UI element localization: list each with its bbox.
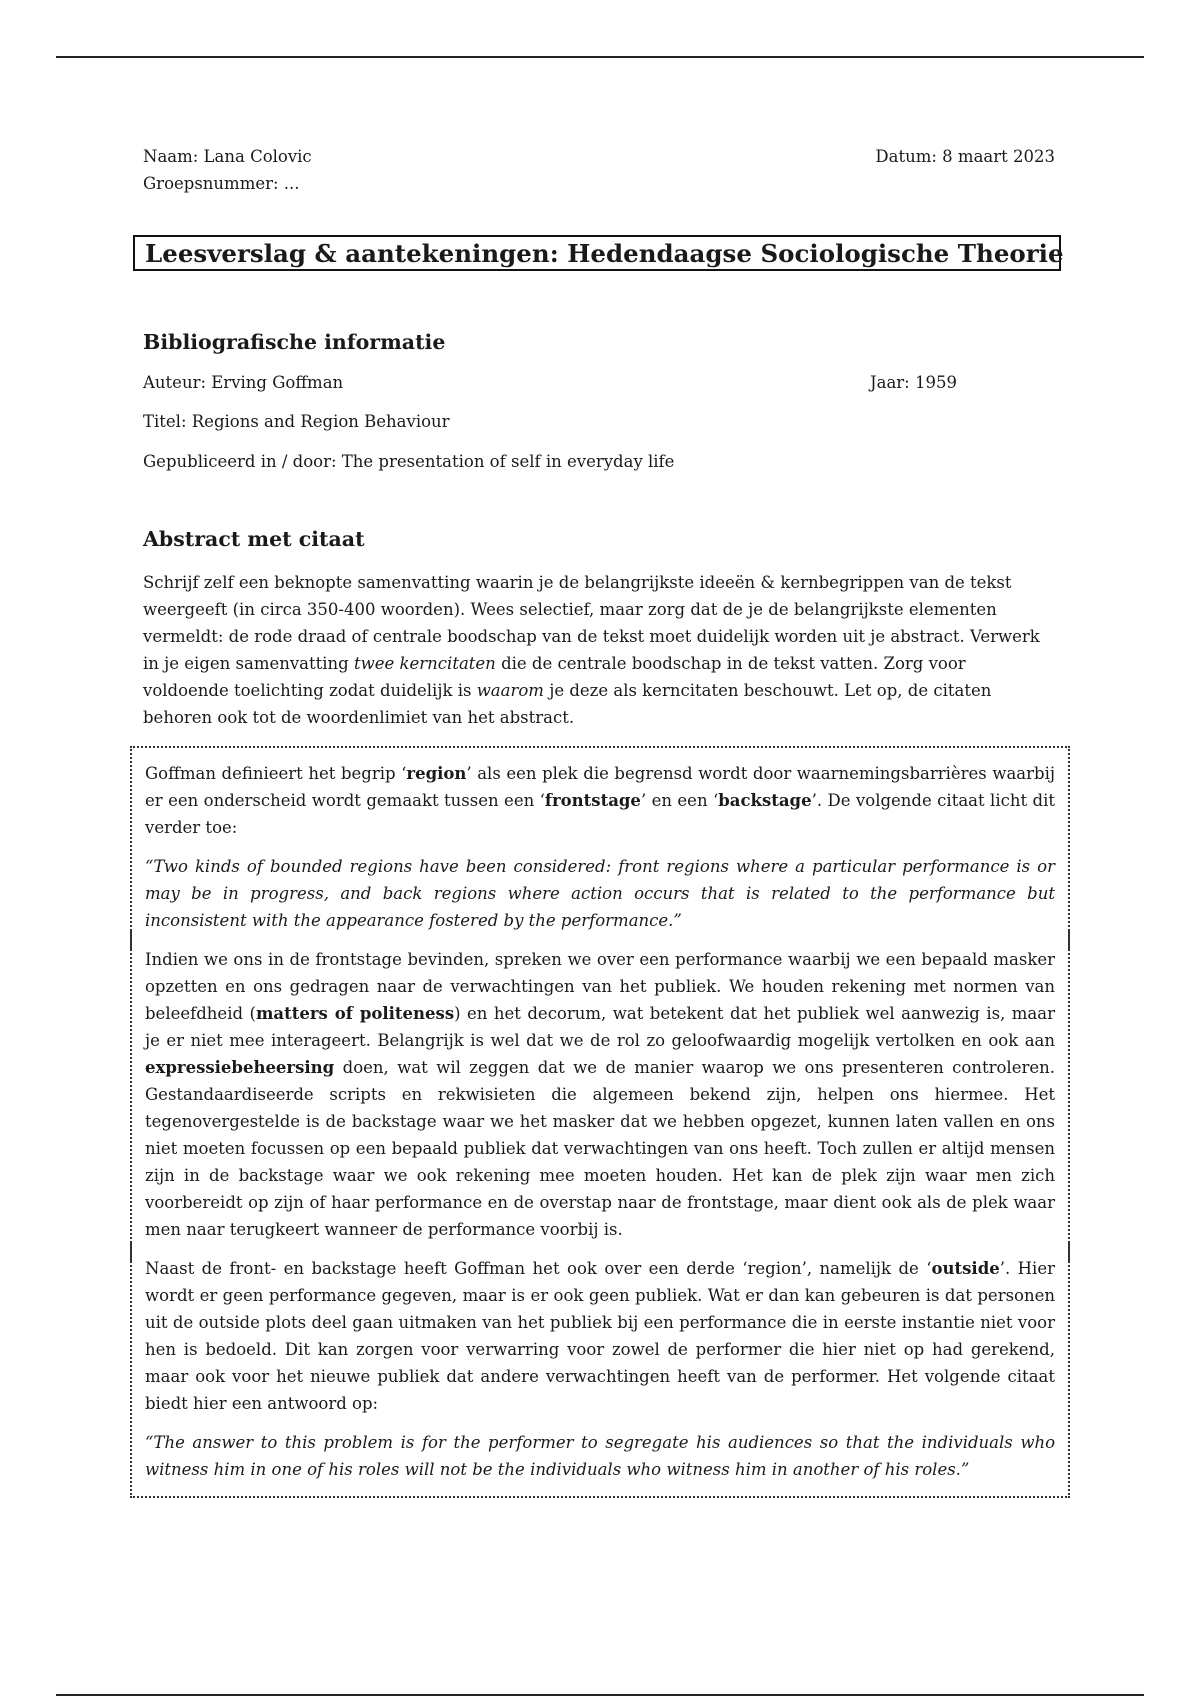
student-name: Naam: Lana Colovic <box>143 147 312 166</box>
quote-2: “The answer to this problem is for the performer to segregate his audiences so that the individuals who witness him in one of his roles will not be the individuals who witness him in another of his roles.” <box>145 1433 1055 1479</box>
abstract-box <box>130 746 1070 1498</box>
abstract-instructions: Schrijf zelf een beknopte samenvatting waarin je de belangrijkste ideeën & kernbegrippen van de tekst weergeeft (in circa 350-400 woorden). Wees selectief, maar zorg dat de je de belangrijkste elementen vermeldt: de rode draad of centrale boodschap van de tekst moet duidelijk worden uit je abstract. Verwerk in je eigen samenvatting twee kerncitaten die de centrale boodschap in de tekst vatten. Zorg voor voldoende toelichting zodat duidelijk is waarom je deze als kerncitaten beschouwt. Let op, de citaten behoren ook tot de woordenlimiet van het abstract. <box>143 573 1040 727</box>
student-info <box>143 143 312 197</box>
box-edge-mark <box>1068 1242 1070 1262</box>
box-edge-mark <box>1068 930 1070 950</box>
abstract-paragraph-2: Indien we ons in de frontstage bevinden, spreken we over een performance waarbij we een bepaald masker opzetten en ons gedragen naar de verwachtingen van het publiek. We houden rekening met normen van beleefdheid (matters of politeness) en het decorum, wat betekent dat het publiek wel aanwezig is, maar je er niet mee interageert. Belangrijk is wel dat we de rol zo geloofwaardig mogelijk vertolken en ook aan expressiebeheersing doen, wat wil zeggen dat we de manier waarop we ons presenteren controleren. Gestandaardiseerde scripts en rekwisieten die algemeen bekend zijn, helpen ons hiermee. Het tegenovergestelde is de backstage waar we het masker dat we hebben opgezet, kunnen laten vallen en ons niet moeten focussen op een bepaald publiek dat verwachtingen van ons heeft. Toch zullen er altijd mensen zijn in de backstage waar we ook rekening mee moeten houden. Het kan de plek zijn waar men zich voorbereidt op zijn of haar performance en de overstap naar de frontstage, maar dient ook als de plek waar men naar terugkeert wanneer de performance voorbij is. <box>145 950 1055 1239</box>
bib-author: Auteur: Erving Goffman <box>143 373 344 392</box>
abstract-paragraph-3: Naast de front- en backstage heeft Goffman het ook over een derde ‘region’, namelijk de ‘outside’. Hier wordt er geen performance gegeven, maar is er ook geen publiek. Wat er dan kan gebeuren is dat personen uit de outside plots deel gaan uitmaken van het publiek bij een performance die in eerste instantie niet voor hen is bedoeld. Dit kan zorgen voor verwarring voor zowel de performer die hier niet op had gerekend, maar ook voor het nieuwe publiek dat andere verwachtingen heeft van de performer. Het volgende citaat biedt hier een antwoord op: <box>145 1259 1055 1413</box>
document-date: Datum: 8 maart 2023 <box>875 147 1055 166</box>
bib-year: Jaar: 1959 <box>870 373 957 392</box>
abstract-paragraph-1: Goffman definieert het begrip ‘region’ als een plek die begrensd wordt door waarnemingsbarrières waarbij er een onderscheid wordt gemaakt tussen een ‘frontstage’ en een ‘backstage’. De volgende citaat licht dit verder toe: <box>145 764 1055 837</box>
bib-published: Gepubliceerd in / door: The presentation of self in everyday life <box>143 452 675 471</box>
document-title: Leesverslag & aantekeningen: Hedendaagse Sociologische Theorie <box>133 235 1061 271</box>
quote-1: “Two kinds of bounded regions have been considered: front regions where a particular performance is or may be in progress, and back regions where action occurs that is related to the performance but inconsistent with the appearance fostered by the performance.” <box>145 857 1055 930</box>
box-edge-mark <box>130 1242 132 1262</box>
top-rule <box>56 56 1144 58</box>
bottom-rule <box>56 1694 1144 1696</box>
group-number: Groepsnummer: ... <box>143 174 300 193</box>
box-edge-mark <box>130 930 132 950</box>
abstract-heading: Abstract met citaat <box>143 527 365 551</box>
bibliography-heading: Bibliografische informatie <box>143 330 446 354</box>
bib-title: Titel: Regions and Region Behaviour <box>143 412 450 431</box>
